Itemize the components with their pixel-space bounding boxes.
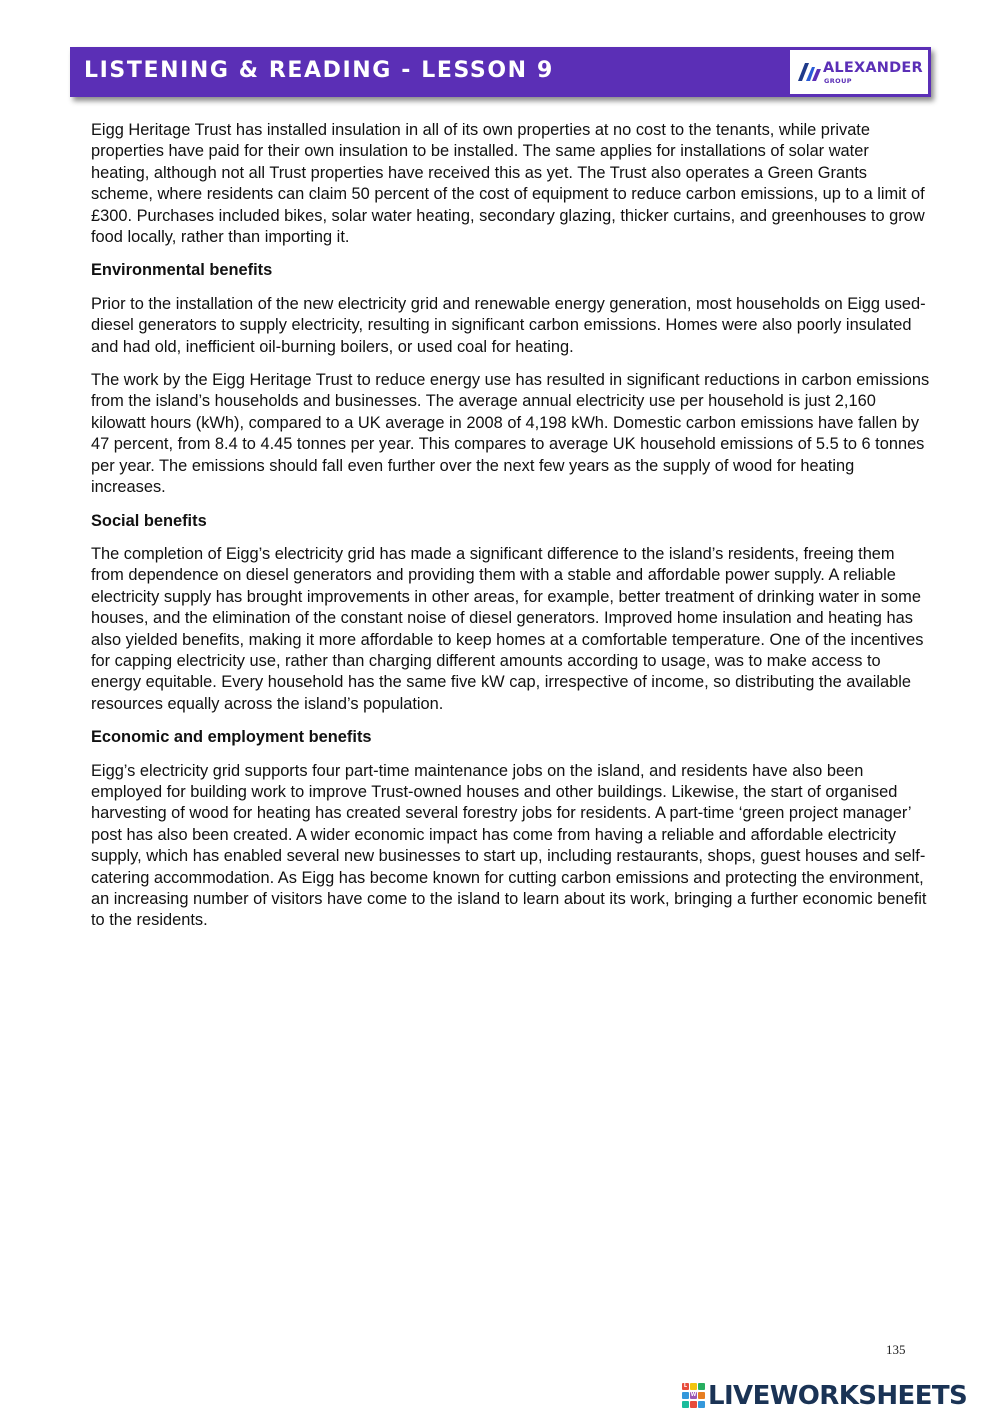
logo-letter-w: W [690,1392,697,1398]
logo-name: ALEXANDER [823,60,923,76]
page-number: 135 [886,1342,906,1357]
liveworksheets-logo-icon [682,1383,706,1409]
heading-environmental-benefits: Environmental benefits [91,261,273,280]
alexander-logo-icon [798,63,822,81]
logo-letter-l: L [683,1383,688,1389]
heading-economic-benefits: Economic and employment benefits [91,728,372,747]
paragraph-social: The completion of Eigg’s electricity grid has made a significant difference to the island’s residents, freeing them from dependence on diesel generators and providing them with a stable and affordable power supply. A reliable electricity supply has brought improvements in other areas, for example, better treatment of drinking water in some houses, and the elimination of the constant noise of diesel generators. Improved home insulation and heating has also yielded benefits, making it more affordable to keep homes at a comfortable temperature. One of the incentives for capping electricity use, rather than charging different amounts according to usage, was to make access to energy equitable. Every household has the same five kW cap, irrespective of income, so distributing the available resources equally across the island’s population. [91,544,924,713]
logo-subtitle: GROUP [824,77,852,85]
paragraph-prior-installation: Prior to the installation of the new electricity grid and renewable energy generation, most households on Eigg used-diesel generators to supply electricity, resulting in significant carbon emissions. Homes were also poorly insulated and had old, inefficient oil-burning boilers, or used coal for heating. [91,294,926,356]
article-body [91,120,931,944]
paragraph-insulation: Eigg Heritage Trust has installed insulation in all of its own properties at no cost to the tenants, while private properties have paid for their own insulation to be installed. The same applies for installations of solar water heating, although not all Trust properties have received this as yet. The Trust also operates a Green Grants scheme, where residents can claim 50 percent of the cost of equipment to reduce carbon emissions, up to a limit of £300. Purchases included bikes, solar water heating, secondary glazing, thicker curtains, and greenhouses to grow food locally, rather than importing it. [91,121,925,247]
liveworksheets-watermark[interactable] [682,1381,992,1411]
page-title: LISTENING & READING - LESSON 9 [84,58,554,83]
paragraph-emission-reductions: The work by the Eigg Heritage Trust to reduce energy use has resulted in significant reductions in carbon emissions from the island’s households and businesses. The average annual electricity use per household is just 2,160 kilowatt hours (kWh), compared to a UK average in 2008 of 4,198 kWh. Domestic carbon emissions have fallen by 47 percent, from 8.4 to 4.45 tonnes per year. This compares to average UK household emissions of 5.5 to 6 tonnes per year. The emissions should fall even further over the next few years as the supply of wood for heating increases. [91,371,930,497]
header-banner [70,47,931,97]
heading-social-benefits: Social benefits [91,511,207,530]
alexander-group-logo [790,50,928,94]
liveworksheets-wordmark: LIVEWORKSHEETS [708,1381,968,1411]
paragraph-economic: Eigg’s electricity grid supports four part-time maintenance jobs on the island, and residents have also been employed for building work to improve Trust-owned houses and other buildings. Likewise, the start of organised harvesting of wood for heating has created several forestry jobs for residents. A part-time ‘green project manager’ post has also been created. A wider economic impact has come from having a reliable and affordable electricity supply, which has enabled several new businesses to start up, including restaurants, shops, guest houses and self-catering accommodation. As Eigg has become known for cutting carbon emissions and protecting the environment, an increasing number of visitors have come to the island to learn about its work, bringing a further economic benefit to the residents. [91,761,927,930]
